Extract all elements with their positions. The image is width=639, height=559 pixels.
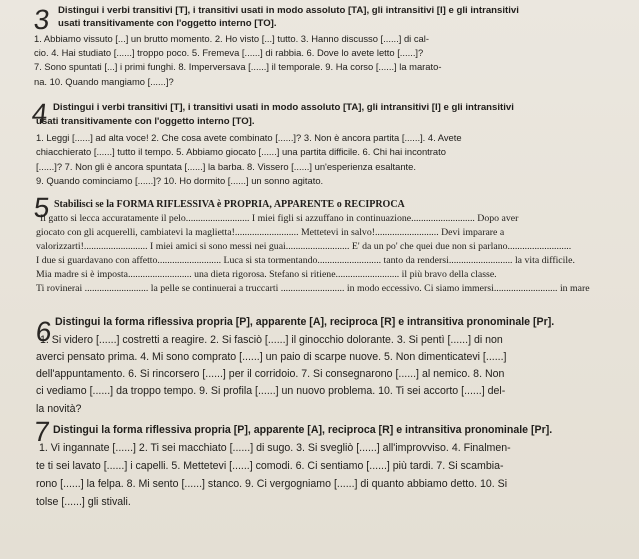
exercise-number: 4 xyxy=(30,98,50,129)
exercise-text-line: 9. Quando cominciamo [......]? 10. Ho dormito [......] un sonno agitato. xyxy=(36,175,324,186)
exercise-text-line: 1. Si videro [......] costretti a reagire. 2. Si fasciò [......] il ginocchio dolorante. 3. Si pentì [......] di non xyxy=(40,334,503,346)
exercise-text-line: cio. 4. Hai studiato [......] troppo poco. 5. Fremeva [......] di rabbia. 6. Dove lo avete letto [......]? xyxy=(34,47,424,58)
exercise-text-line: Ti rovinerai .......................... la pelle se continuerai a truccarti .......................... in modo eccessivo. Ci siamo immersi.......................... in mare xyxy=(36,283,590,294)
exercise-text-line: te ti sei lavato [......] i capelli. 5. Mettetevi [......] comodi. 6. Ci sentiamo [......] più tardi. 7. Si scambia- xyxy=(36,460,504,472)
exercise-text-line: rono [......] la felpa. 8. Mi sento [......] stanco. 9. Ci vergogniamo [......] di quanto abbiamo detto. 10. Si xyxy=(36,478,508,490)
exercise-title-line-2: usati transitivamente con l'oggetto interno [TO]. xyxy=(36,116,255,127)
exercise-title-line-1: Distingui i verbi transitivi [T], i transitivi usati in modo assoluto [TA], gli intransitivi [I] e gli intransitivi xyxy=(58,5,519,16)
exercise-text-line: chiacchierato [......] tutto il tempo. 5. Abbiamo giocato [......] una partita difficile. 6. Chi hai incontrato xyxy=(36,146,446,157)
exercise-title: Distingui la forma riflessiva propria [P], apparente [A], reciproca [R] e intransitiva pronominale [Pr]. xyxy=(53,424,553,436)
exercise-text-line: valorizzarti!.......................... I miei amici si sono messi nei guai.......................... E' da un po' che quei due non si parlano.......................... xyxy=(36,241,572,252)
exercise-text-line: dell'appuntamento. 6. Si rincorsero [......] per il corridoio. 7. Si consegnarono [......] al nemico. 8. Non xyxy=(36,368,505,380)
exercise-text-line: Il gatto si lecca accuratamente il pelo.......................... I miei figli si azzuffano in continuazione.......................... Dopo aver xyxy=(40,213,519,224)
exercise-number: 3 xyxy=(32,4,52,35)
exercise-text-line: [......]? 7. Non gli è ancora spuntata [......] la barba. 8. Vissero [......] un'esperienza esaltante. xyxy=(36,161,416,172)
exercise-text-line: averci pensato prima. 4. Mi sono comprato [......] un paio di scarpe nuove. 5. Non dimenticatevi [......] xyxy=(36,351,507,363)
exercise-text-line: ci vediamo [......] da troppo tempo. 9. Si profila [......] un nuovo problema. 10. Ti sei accorto [......] del- xyxy=(36,385,506,397)
exercise-text-line: 1. Leggi [......] ad alta voce! 2. Che cosa avete combinato [......]? 3. Non è ancora partita [......]. 4. Avete xyxy=(36,132,462,143)
exercise-text-line: tolse [......] gli stivali. xyxy=(36,496,131,508)
exercise-text-line: la novità? xyxy=(36,403,82,415)
exercise-text-line: 7. Sono spuntati [...] i primi funghi. 8. Imperversava [......] il temporale. 9. Ha corso [......] la marato- xyxy=(34,61,442,72)
exercise-text-line: Mia madre si è imposta.......................... una dieta rigorosa. Stefano si ritiene.......................... il più bravo della classe. xyxy=(36,269,497,280)
exercise-text-line: 1. Abbiamo vissuto [...] un brutto momento. 2. Ho visto [...] tutto. 3. Hanno discusso [......] di cal- xyxy=(34,33,429,44)
exercise-title-line-2: usati transitivamente con l'oggetto interno [TO]. xyxy=(58,18,277,29)
exercise-text-line: I due si guardavano con affetto.......................... Luca si sta tormentando.......................... tanto da rendersi.......................... la vita difficile. xyxy=(36,255,575,266)
exercise-text-line: na. 10. Quando mangiamo [......]? xyxy=(34,76,174,87)
exercise-text-line: giocato con gli acquerelli, cambiatevi la maglietta!.......................... Mettetevi in salvo!.......................... Devi imparare a xyxy=(36,227,505,238)
exercise-title: Stabilisci se la FORMA RIFLESSIVA è PROPRIA, APPARENTE o RECIPROCA xyxy=(54,199,405,210)
exercise-number: 7 xyxy=(32,416,52,447)
exercise-number: 5 xyxy=(32,192,52,223)
exercise-title: Distingui la forma riflessiva propria [P], apparente [A], reciproca [R] e intransitiva pronominale [Pr]. xyxy=(55,316,555,328)
exercise-text-line: 1. Vi ingannate [......] 2. Ti sei macchiato [......] di sugo. 3. Si svegliò [......] all'improvviso. 4. Finalmen- xyxy=(39,442,511,454)
exercise-number: 6 xyxy=(34,316,54,347)
exercise-title-line-1: Distingui i verbi transitivi [T], i transitivi usati in modo assoluto [TA], gli intransitivi [I] e gli intransitivi xyxy=(53,102,514,113)
